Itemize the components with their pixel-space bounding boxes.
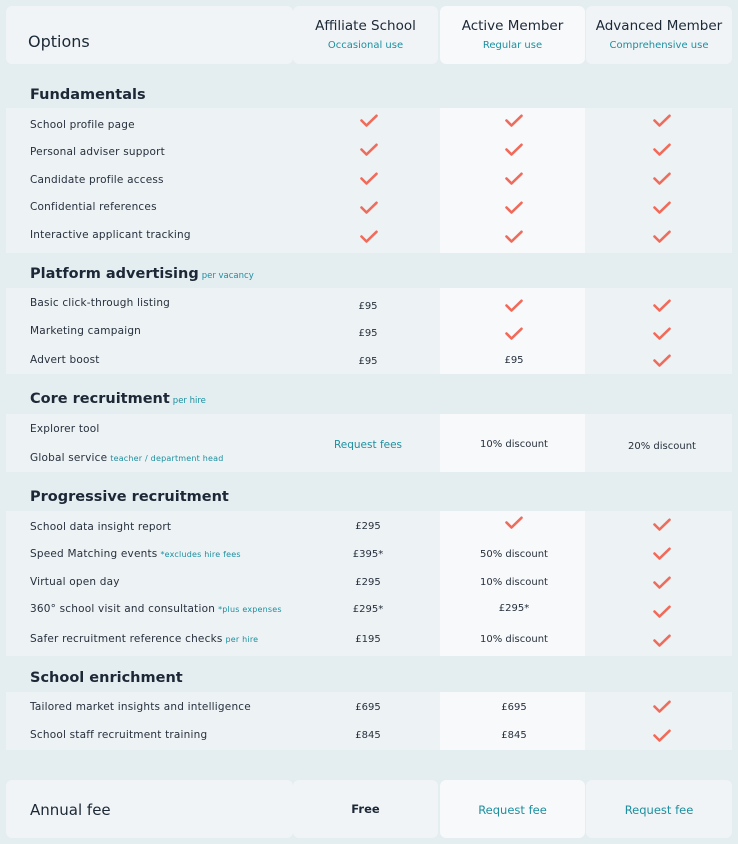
row-label: School data insight report [30, 521, 172, 533]
discount-cell: 20% discount [628, 441, 696, 452]
check-icon [652, 547, 672, 561]
check-icon [504, 114, 524, 128]
plan-name: Affiliate School [315, 18, 416, 34]
price-cell: £95 [358, 328, 378, 339]
check-icon [652, 605, 672, 619]
section-title-core-recruitment: Core recruitment per hire [30, 391, 206, 407]
options-title: Options [28, 32, 90, 51]
check-icon [359, 230, 379, 244]
price-cell: £95 [504, 355, 524, 366]
check-icon [652, 201, 672, 215]
request-fees-cell: Request fees [333, 439, 403, 451]
annual-fee-title: Annual fee [30, 801, 111, 819]
price-cell: £695 [501, 702, 527, 713]
row-label: Speed Matching events *excludes hire fees [30, 548, 241, 560]
price-cell: £695 [355, 702, 381, 713]
row-note: per hire [225, 635, 259, 644]
check-icon [652, 576, 672, 590]
check-icon [359, 114, 379, 128]
discount-cell: 10% discount [480, 577, 548, 588]
annual-fee-label-cell [6, 780, 293, 838]
price-cell: £195 [355, 634, 381, 645]
plan-header-affiliate [293, 6, 438, 64]
check-icon [504, 516, 524, 530]
section-title-fundamentals: Fundamentals [30, 87, 146, 103]
check-icon [504, 201, 524, 215]
row-label: Marketing campaign [30, 325, 142, 337]
row-note: teacher / department head [110, 454, 224, 463]
check-icon [652, 327, 672, 341]
price-cell: £95 [358, 356, 378, 367]
row-note: *plus expenses [218, 605, 282, 614]
plan-header-advanced [586, 6, 732, 64]
price-cell: £845 [355, 730, 381, 741]
check-icon [652, 299, 672, 313]
discount-cell: 50% discount [480, 549, 548, 560]
check-icon [504, 327, 524, 341]
row-label: Tailored market insights and intelligence [30, 701, 251, 713]
check-icon [652, 172, 672, 186]
row-label: 360° school visit and consultation *plus expenses [30, 603, 282, 615]
check-icon [504, 143, 524, 157]
price-cell: £845 [501, 730, 527, 741]
check-icon [359, 143, 379, 157]
plan-subtitle: Regular use [482, 40, 543, 51]
discount-cell: 10% discount [480, 439, 548, 450]
annual-fee-advanced[interactable] [586, 780, 732, 838]
section-note: per vacancy [201, 271, 254, 281]
annual-fee-active[interactable] [440, 780, 585, 838]
price-cell: £395* [352, 549, 384, 560]
options-header [6, 6, 293, 64]
check-icon [652, 634, 672, 648]
row-note: *excludes hire fees [160, 550, 241, 559]
check-icon [652, 518, 672, 532]
price-cell: £295 [355, 577, 381, 588]
row-label: Advert boost [30, 354, 100, 366]
check-icon [504, 230, 524, 244]
check-icon [652, 729, 672, 743]
discount-cell: 10% discount [480, 634, 548, 645]
check-icon [652, 143, 672, 157]
annual-fee-affiliate [293, 780, 438, 838]
row-label: Explorer tool [30, 423, 100, 435]
check-icon [504, 299, 524, 313]
plan-header-active [440, 6, 585, 64]
price-cell: £295* [498, 603, 530, 614]
row-label: Safer recruitment reference checks per hire [30, 633, 259, 645]
row-label: School profile page [30, 119, 135, 131]
row-label: Personal adviser support [30, 146, 165, 158]
request-fee-link[interactable]: Request fee [478, 803, 547, 817]
row-label: Confidential references [30, 201, 157, 213]
row-label: Interactive applicant tracking [30, 229, 191, 241]
price-cell: £295 [355, 521, 381, 532]
row-label: Virtual open day [30, 576, 120, 588]
check-icon [652, 700, 672, 714]
plan-name: Active Member [461, 18, 564, 34]
section-note: per hire [172, 396, 206, 406]
annual-fee-value: Free [351, 802, 380, 816]
section-title-platform-advertising: Platform advertising per vacancy [30, 266, 254, 282]
check-icon [504, 172, 524, 186]
check-icon [359, 172, 379, 186]
price-cell: £295* [352, 604, 384, 615]
section-title-progressive-recruitment: Progressive recruitment [30, 489, 229, 505]
section-title-school-enrichment: School enrichment [30, 670, 183, 686]
check-icon [652, 230, 672, 244]
row-label: School staff recruitment training [30, 729, 208, 741]
check-icon [359, 201, 379, 215]
row-label: Global service teacher / department head [30, 452, 224, 464]
plan-subtitle: Comprehensive use [609, 40, 709, 51]
row-label: Candidate profile access [30, 174, 164, 186]
price-cell: £95 [358, 301, 378, 312]
row-label: Basic click-through listing [30, 297, 171, 309]
plan-subtitle: Occasional use [327, 40, 404, 51]
check-icon [652, 354, 672, 368]
plan-name: Advanced Member [595, 18, 723, 34]
check-icon [652, 114, 672, 128]
request-fee-link[interactable]: Request fee [624, 803, 694, 817]
